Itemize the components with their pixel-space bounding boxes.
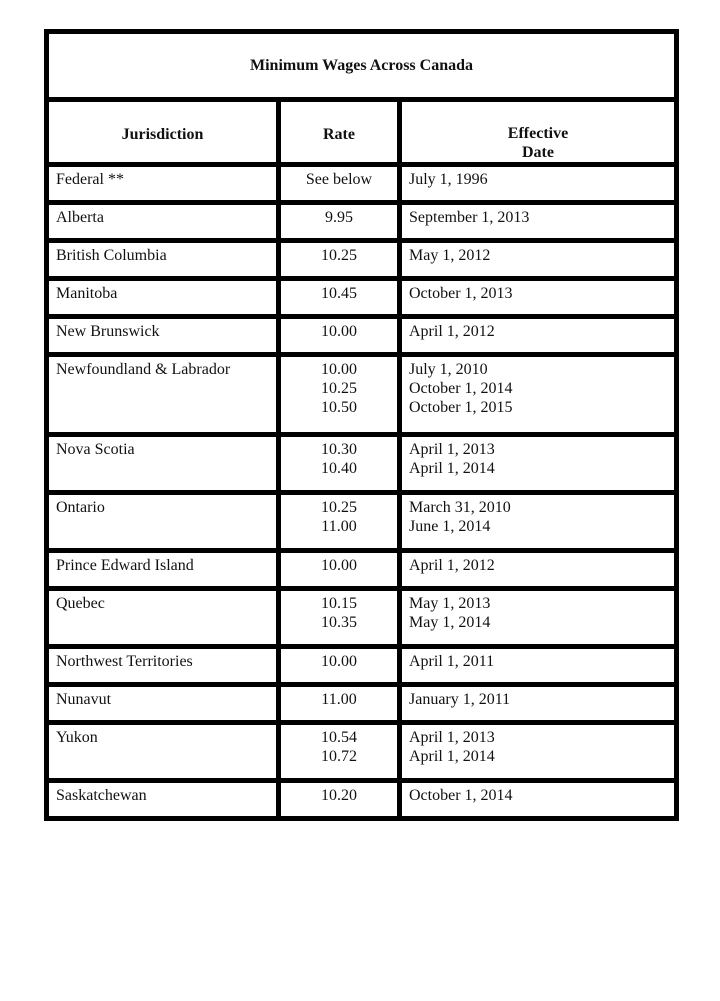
jurisdiction-name: New Brunswick	[56, 323, 160, 340]
effective-date-value: May 1, 2013	[409, 595, 491, 612]
effective-date-value: April 1, 2013	[409, 441, 495, 458]
rate-value: See below	[305, 171, 373, 188]
rate-value: 10.15	[321, 595, 357, 612]
rate-cell	[279, 723, 400, 781]
effective-date-cell	[400, 203, 677, 241]
effective-date-value: April 1, 2012	[409, 323, 495, 340]
jurisdiction-name: Newfoundland & Labrador	[56, 361, 231, 378]
jurisdiction-cell	[47, 279, 279, 317]
jurisdiction-name: Nova Scotia	[56, 441, 135, 458]
rate-cell	[279, 781, 400, 819]
rate-value: 10.40	[321, 460, 357, 477]
table-body	[47, 165, 677, 819]
table-row	[47, 551, 677, 589]
jurisdiction-cell	[47, 241, 279, 279]
effective-date-value: October 1, 2014	[409, 787, 513, 804]
effective-date-value: April 1, 2014	[409, 460, 495, 477]
jurisdiction-cell	[47, 493, 279, 551]
rate-value: 10.00	[321, 361, 357, 378]
jurisdiction-name: Saskatchewan	[56, 787, 147, 804]
effective-date-value: April 1, 2011	[409, 653, 495, 670]
rate-value: 10.72	[321, 748, 357, 765]
rate-cell	[279, 165, 400, 203]
header-jurisdiction-label: Jurisdiction	[121, 126, 204, 143]
effective-date-cell	[400, 685, 677, 723]
rate-value: 10.35	[321, 614, 357, 631]
header-rate	[279, 100, 400, 165]
jurisdiction-name: Northwest Territories	[56, 653, 193, 670]
jurisdiction-name: Federal **	[56, 171, 124, 188]
rate-cell	[279, 435, 400, 493]
table-row	[47, 241, 677, 279]
rate-cell	[279, 241, 400, 279]
table-row	[47, 203, 677, 241]
jurisdiction-cell	[47, 647, 279, 685]
effective-date-value: October 1, 2015	[409, 399, 513, 416]
effective-date-value: January 1, 2011	[409, 691, 511, 708]
table-row	[47, 493, 677, 551]
table-row	[47, 781, 677, 819]
table-row	[47, 435, 677, 493]
rate-value: 11.00	[321, 691, 357, 708]
effective-date-value: March 31, 2010	[409, 499, 511, 516]
rate-value: 11.00	[321, 518, 357, 535]
effective-date-cell	[400, 493, 677, 551]
rate-cell	[279, 589, 400, 647]
minimum-wage-table	[44, 29, 679, 821]
effective-date-cell	[400, 435, 677, 493]
jurisdiction-name: Quebec	[56, 595, 105, 612]
table-title: Minimum Wages Across Canada	[47, 32, 677, 100]
rate-value: 10.30	[321, 441, 357, 458]
effective-date-value: June 1, 2014	[409, 518, 491, 535]
jurisdiction-cell	[47, 589, 279, 647]
effective-date-value: April 1, 2014	[409, 748, 495, 765]
effective-date-cell	[400, 279, 677, 317]
effective-date-value: October 1, 2013	[409, 285, 513, 302]
jurisdiction-name: Ontario	[56, 499, 105, 516]
effective-date-cell	[400, 647, 677, 685]
rate-value: 10.54	[321, 729, 357, 746]
effective-date-cell	[400, 165, 677, 203]
effective-date-cell	[400, 723, 677, 781]
effective-date-cell	[400, 589, 677, 647]
jurisdiction-cell	[47, 165, 279, 203]
jurisdiction-cell	[47, 781, 279, 819]
rate-cell	[279, 685, 400, 723]
rate-value: 10.25	[321, 499, 357, 516]
jurisdiction-name: Prince Edward Island	[56, 557, 194, 574]
effective-date-value: April 1, 2013	[409, 729, 495, 746]
header-date-line1: Effective	[507, 125, 569, 142]
rate-value: 10.00	[321, 653, 357, 670]
jurisdiction-cell	[47, 355, 279, 435]
header-date-line2: Date	[522, 144, 554, 161]
jurisdiction-name: Nunavut	[56, 691, 112, 708]
effective-date-value: September 1, 2013	[409, 209, 530, 226]
rate-value: 10.45	[321, 285, 357, 302]
jurisdiction-cell	[47, 685, 279, 723]
effective-date-cell	[400, 781, 677, 819]
rate-cell	[279, 551, 400, 589]
header-jurisdiction	[47, 100, 279, 165]
jurisdiction-name: Alberta	[56, 209, 104, 226]
rate-value: 10.20	[321, 787, 357, 804]
rate-value: 10.00	[321, 557, 357, 574]
table-row	[47, 317, 677, 355]
effective-date-value: May 1, 2012	[409, 247, 491, 264]
jurisdiction-cell	[47, 203, 279, 241]
rate-cell	[279, 493, 400, 551]
rate-cell	[279, 279, 400, 317]
rate-value: 10.50	[321, 399, 357, 416]
header-rate-label: Rate	[323, 126, 355, 143]
rate-cell	[279, 355, 400, 435]
rate-value: 9.95	[325, 209, 353, 226]
rate-value: 10.25	[321, 380, 357, 397]
rate-cell	[279, 203, 400, 241]
effective-date-value: July 1, 1996	[409, 171, 488, 188]
effective-date-value: May 1, 2014	[409, 614, 491, 631]
table-row	[47, 647, 677, 685]
jurisdiction-name: British Columbia	[56, 247, 167, 264]
effective-date-cell	[400, 317, 677, 355]
effective-date-value: April 1, 2012	[409, 557, 495, 574]
rate-value: 10.00	[321, 323, 357, 340]
table-row	[47, 165, 677, 203]
jurisdiction-cell	[47, 435, 279, 493]
effective-date-cell	[400, 551, 677, 589]
effective-date-cell	[400, 241, 677, 279]
rate-value: 10.25	[321, 247, 357, 264]
effective-date-cell	[400, 355, 677, 435]
table-row	[47, 723, 677, 781]
jurisdiction-name: Yukon	[56, 729, 98, 746]
rate-cell	[279, 317, 400, 355]
jurisdiction-cell	[47, 317, 279, 355]
jurisdiction-cell	[47, 551, 279, 589]
jurisdiction-name: Manitoba	[56, 285, 118, 302]
effective-date-value: July 1, 2010	[409, 361, 488, 378]
table-row	[47, 685, 677, 723]
header-effective-date	[400, 100, 677, 165]
table-row	[47, 355, 677, 435]
table-row	[47, 279, 677, 317]
rate-cell	[279, 647, 400, 685]
table-row	[47, 589, 677, 647]
effective-date-value: October 1, 2014	[409, 380, 513, 397]
jurisdiction-cell	[47, 723, 279, 781]
